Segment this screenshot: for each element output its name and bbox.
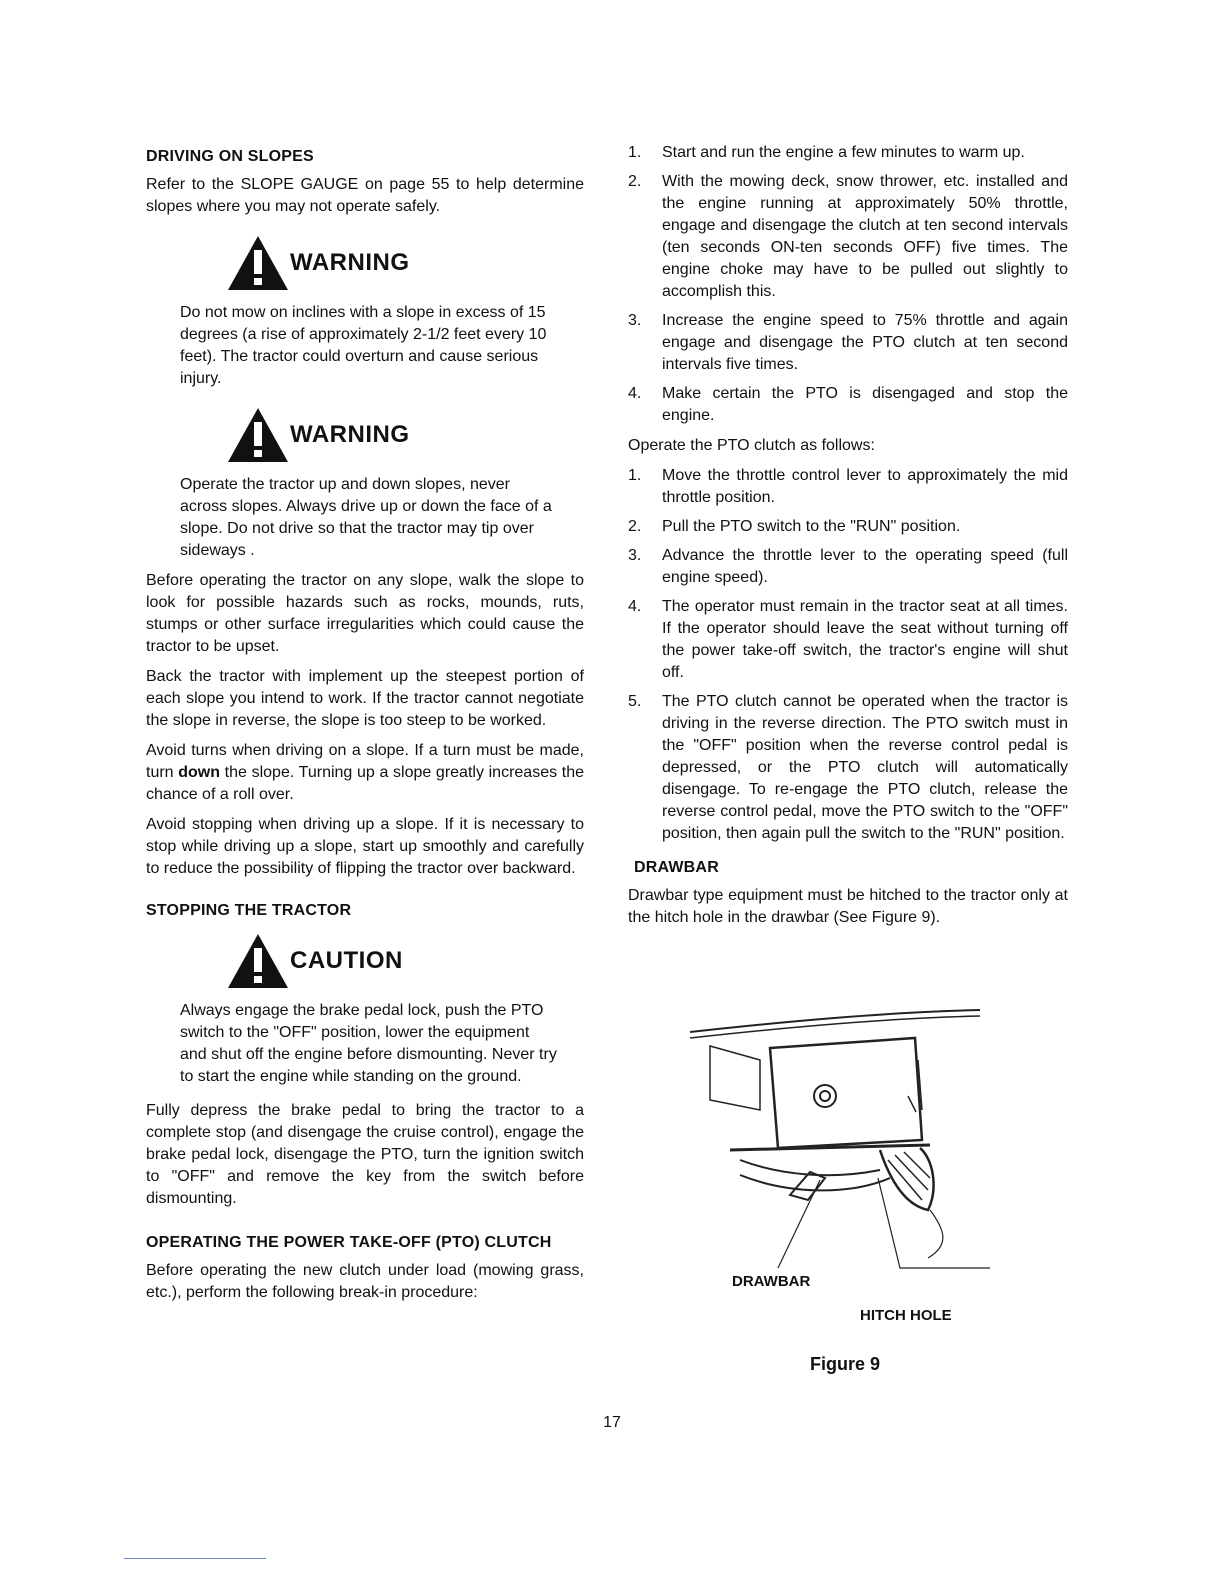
caution-header bbox=[226, 932, 584, 990]
avoid-turns-text-b: the slope. Turning up a slope greatly increases the chance of a roll over. bbox=[146, 764, 585, 803]
step-number: 5. bbox=[628, 693, 642, 710]
figure-label-hitch-hole: HITCH HOLE bbox=[860, 1307, 952, 1324]
break-in-steps-list bbox=[628, 142, 1068, 427]
slope-gauge-paragraph: Refer to the SLOPE GAUGE on page 55 to help determine slopes where you may not operate safely. bbox=[146, 176, 584, 215]
list-item bbox=[628, 596, 1068, 684]
list-item bbox=[628, 545, 1068, 589]
warning-header-2 bbox=[226, 406, 584, 464]
step-number: 3. bbox=[628, 312, 642, 329]
step-number: 1. bbox=[628, 467, 642, 484]
step-number: 3. bbox=[628, 547, 642, 564]
step-number: 4. bbox=[628, 385, 642, 402]
drawbar-paragraph: Drawbar type equipment must be hitched to the tractor only at the hitch hole in the drawbar (See Figure 9). bbox=[628, 887, 1068, 926]
step-text: Move the throttle control lever to approximately the mid throttle position. bbox=[662, 467, 1068, 506]
step-text: Advance the throttle lever to the operating speed (full engine speed). bbox=[662, 547, 1068, 586]
right-column bbox=[628, 142, 1068, 937]
step-text: The PTO clutch cannot be operated when the tractor is driving in the reverse direction. The PTO switch must in the "OFF" position when the reverse control pedal is depressed, or the PTO clutch will automatically disengage. To re-engage the PTO clutch, release the reverse control pedal, move the PTO switch to the "OFF" position, then again pull the switch to the "RUN" position. bbox=[662, 693, 1068, 842]
break-in-paragraph: Before operating the new clutch under load (mowing grass, etc.), perform the following break-in procedure: bbox=[146, 1262, 584, 1301]
list-item bbox=[628, 171, 1068, 303]
step-number: 4. bbox=[628, 598, 642, 615]
warning-label: WARNING bbox=[290, 421, 410, 448]
warning-triangle-icon bbox=[226, 234, 290, 292]
caution-text: Always engage the brake pedal lock, push the PTO switch to the "OFF" position, lower the equipment and shut off the engine before dismounting. Never try to start the engine while standing on the ground. bbox=[180, 1002, 557, 1085]
list-item bbox=[628, 691, 1068, 845]
pto-clutch-heading: OPERATING THE POWER TAKE-OFF (PTO) CLUTCH bbox=[146, 1234, 552, 1251]
step-number: 2. bbox=[628, 173, 642, 190]
list-item bbox=[628, 465, 1068, 509]
caution-triangle-icon bbox=[226, 932, 290, 990]
figure-caption: Figure 9 bbox=[809, 1354, 880, 1374]
step-text: Increase the engine speed to 75% throttle and again engage and disengage the PTO clutch at ten second intervals five times. bbox=[662, 312, 1068, 373]
step-text: The operator must remain in the tractor seat at all times. If the operator should leave the seat without turning off the power take-off switch, the tractor's engine will shut off. bbox=[662, 598, 1068, 681]
back-tractor-paragraph: Back the tractor with implement up the steepest portion of each slope you intend to work. If the tractor cannot negotiate the slope in reverse, the slope is too steep to be worked. bbox=[146, 668, 584, 729]
list-item bbox=[628, 516, 1068, 538]
driving-on-slopes-heading: DRIVING ON SLOPES bbox=[146, 148, 314, 165]
bottom-divider bbox=[124, 1558, 266, 1559]
list-item bbox=[628, 383, 1068, 427]
left-column bbox=[146, 142, 584, 1312]
list-item bbox=[628, 142, 1068, 164]
avoid-turns-paragraph bbox=[146, 740, 584, 806]
before-operating-paragraph: Before operating the tractor on any slope, walk the slope to look for possible hazards such as rocks, mounds, ruts, stumps or other surface irregularities which could cause the tractor to be upset. bbox=[146, 572, 584, 655]
figure-label-drawbar: DRAWBAR bbox=[732, 1273, 811, 1290]
avoid-turns-bold: down bbox=[178, 764, 221, 781]
avoid-turns-text-a: Avoid turns when driving on a slope. If a turn must be made, turn bbox=[146, 742, 584, 781]
drawbar-figure bbox=[690, 1000, 1030, 1330]
drawbar-heading: DRAWBAR bbox=[634, 859, 719, 876]
avoid-stopping-paragraph: Avoid stopping when driving up a slope. If it is necessary to stop while driving up a slope, start up smoothly and carefully to reduce the possibility of flipping the tractor over backward. bbox=[146, 816, 584, 877]
step-text: With the mowing deck, snow thrower, etc. installed and the engine running at approximately 50% throttle, engage and disengage the clutch at ten second intervals (ten seconds ON-ten seconds OFF) five times. The engine choke may have to be pulled out slightly to accomplish this. bbox=[662, 173, 1068, 300]
warning-header-1 bbox=[226, 234, 584, 292]
step-number: 1. bbox=[628, 144, 642, 161]
step-text: Pull the PTO switch to the "RUN" position. bbox=[662, 518, 961, 535]
operate-steps-list bbox=[628, 465, 1068, 845]
warning-text-1: Do not mow on inclines with a slope in excess of 15 degrees (a rise of approximately 2-1/2 feet every 10 feet). The tractor could overturn and cause serious injury. bbox=[180, 304, 547, 387]
warning-triangle-icon bbox=[226, 406, 290, 464]
stopping-tractor-heading: STOPPING THE TRACTOR bbox=[146, 902, 352, 919]
step-number: 2. bbox=[628, 518, 642, 535]
list-item bbox=[628, 310, 1068, 376]
step-text: Make certain the PTO is disengaged and stop the engine. bbox=[662, 385, 1068, 424]
warning-text-2: Operate the tractor up and down slopes, never across slopes. Always drive up or down the face of a slope. Do not drive so that the tractor may tip over sideways . bbox=[180, 476, 552, 559]
step-text: Start and run the engine a few minutes to warm up. bbox=[662, 144, 1025, 161]
page-number: 17 bbox=[603, 1414, 621, 1431]
fully-depress-paragraph: Fully depress the brake pedal to bring the tractor to a complete stop (and disengage the cruise control), engage the brake pedal lock, disengage the PTO, turn the ignition switch to "OFF" and remove the key from the switch before dismounting. bbox=[146, 1102, 584, 1207]
warning-label: WARNING bbox=[290, 249, 410, 276]
caution-label: CAUTION bbox=[290, 947, 403, 974]
operate-intro: Operate the PTO clutch as follows: bbox=[628, 437, 875, 454]
